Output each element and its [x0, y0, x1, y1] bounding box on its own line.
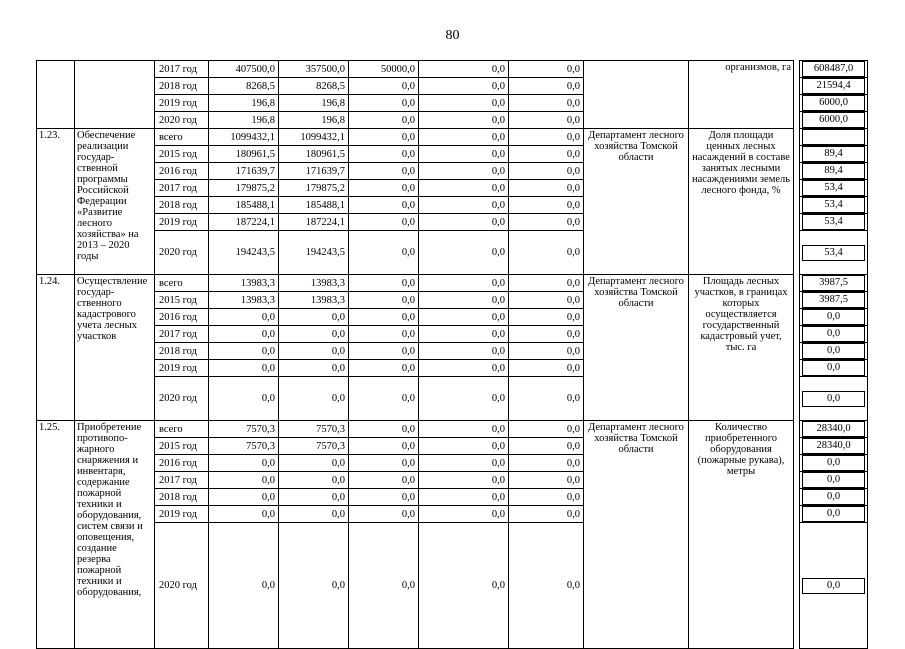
- total-cell: 0,0: [209, 489, 279, 506]
- value-cell: 0,0: [419, 506, 509, 523]
- indicator-value: 53,4: [802, 180, 865, 196]
- total-cell: 0,0: [209, 360, 279, 377]
- value-cell: 0,0: [279, 523, 349, 649]
- indicator-text: организмов, га: [689, 61, 794, 129]
- section-name: Обеспечение реализации государ-ственной программы Российской Федерации «Развитие лесного хозяйства» на 2013 – 2020 годы: [75, 129, 155, 275]
- value-cell: 0,0: [509, 95, 584, 112]
- year-cell: 2015 год: [155, 438, 209, 455]
- value-cell: 0,0: [419, 95, 509, 112]
- indicator-value-cell: [800, 455, 868, 472]
- year-cell: 2015 год: [155, 146, 209, 163]
- value-cell: 0,0: [279, 506, 349, 523]
- executor-cell: Департамент лесного хозяйства Томской области: [584, 421, 689, 649]
- indicator-value: 0,0: [802, 391, 865, 407]
- total-cell: 0,0: [209, 343, 279, 360]
- value-cell: 0,0: [509, 326, 584, 343]
- indicator-value: 89,4: [802, 163, 865, 179]
- value-cell: 196,8: [279, 95, 349, 112]
- value-cell: 0,0: [279, 360, 349, 377]
- value-cell: 0,0: [509, 472, 584, 489]
- value-cell: 0,0: [419, 472, 509, 489]
- value-cell: 0,0: [419, 129, 509, 146]
- total-cell: 13983,3: [209, 275, 279, 292]
- indicator-value: 608487,0: [802, 61, 865, 77]
- value-cell: 0,0: [279, 343, 349, 360]
- indicator-cell: Площадь лесных участков, в границах которых осуществляется государственный кадастровый учет, тыс. га: [689, 275, 794, 421]
- value-cell: 0,0: [419, 163, 509, 180]
- value-cell: 0,0: [509, 146, 584, 163]
- value-cell: 0,0: [509, 112, 584, 129]
- value-cell: 0,0: [509, 78, 584, 95]
- indicator-value-cell: [800, 231, 868, 275]
- indicator-value: 0,0: [802, 343, 865, 359]
- value-cell: 0,0: [349, 292, 419, 309]
- value-cell: 0,0: [349, 129, 419, 146]
- value-cell: 0,0: [349, 377, 419, 421]
- value-cell: 0,0: [349, 214, 419, 231]
- value-cell: 0,0: [509, 231, 584, 275]
- year-cell: 2020 год: [155, 523, 209, 649]
- value-cell: 0,0: [419, 146, 509, 163]
- value-cell: 0,0: [419, 275, 509, 292]
- value-cell: 0,0: [349, 197, 419, 214]
- year-cell: 2020 год: [155, 377, 209, 421]
- value-cell: 0,0: [419, 197, 509, 214]
- year-cell: 2020 год: [155, 231, 209, 275]
- indicator-value: 0,0: [802, 326, 865, 342]
- value-cell: 13983,3: [279, 292, 349, 309]
- value-cell: 0,0: [419, 214, 509, 231]
- indicator-value-cell: [800, 360, 868, 377]
- value-cell: 0,0: [509, 292, 584, 309]
- value-cell: 194243,5: [279, 231, 349, 275]
- value-cell: 0,0: [349, 421, 419, 438]
- indicator-value-cell: [800, 61, 868, 78]
- indicator-value-cell: [800, 275, 868, 292]
- value-cell: 0,0: [509, 360, 584, 377]
- value-cell: 0,0: [509, 129, 584, 146]
- value-cell: 179875,2: [279, 180, 349, 197]
- value-cell: 0,0: [349, 163, 419, 180]
- value-cell: 0,0: [419, 343, 509, 360]
- value-cell: 0,0: [419, 489, 509, 506]
- indicator-value-cell: [800, 472, 868, 489]
- value-cell: 13983,3: [279, 275, 349, 292]
- value-cell: 0,0: [419, 61, 509, 78]
- indicator-value: 0,0: [802, 506, 865, 522]
- year-cell: 2016 год: [155, 163, 209, 180]
- year-cell: 2018 год: [155, 197, 209, 214]
- year-cell: 2019 год: [155, 506, 209, 523]
- value-cell: 0,0: [279, 455, 349, 472]
- year-cell: 2017 год: [155, 61, 209, 78]
- indicator-value: 28340,0: [802, 438, 865, 454]
- value-cell: 0,0: [509, 489, 584, 506]
- table-row: [37, 129, 868, 146]
- value-cell: 0,0: [349, 360, 419, 377]
- indicator-value-cell: [800, 438, 868, 455]
- indicator-value-cell: [800, 309, 868, 326]
- indicator-value: 21594,4: [802, 78, 865, 94]
- value-cell: 0,0: [509, 180, 584, 197]
- total-cell: 1099432,1: [209, 129, 279, 146]
- total-cell: 180961,5: [209, 146, 279, 163]
- indicator-value: 6000,0: [802, 112, 865, 128]
- table-row: [37, 421, 868, 438]
- year-cell: 2017 год: [155, 180, 209, 197]
- value-cell: 50000,0: [349, 61, 419, 78]
- total-cell: 185488,1: [209, 197, 279, 214]
- value-cell: 0,0: [509, 343, 584, 360]
- total-cell: 7570,3: [209, 421, 279, 438]
- value-cell: 0,0: [349, 275, 419, 292]
- value-cell: 0,0: [279, 309, 349, 326]
- indicator-value-cell: [800, 489, 868, 506]
- year-cell: 2015 год: [155, 292, 209, 309]
- executor-cell: Департамент лесного хозяйства Томской области: [584, 275, 689, 421]
- indicator-value-cell: [800, 292, 868, 309]
- indicator-value: 28340,0: [802, 421, 865, 437]
- section-number: [37, 61, 75, 129]
- value-cell: 180961,5: [279, 146, 349, 163]
- value-cell: 0,0: [419, 309, 509, 326]
- value-cell: 0,0: [419, 292, 509, 309]
- value-cell: 0,0: [349, 343, 419, 360]
- value-cell: 0,0: [349, 146, 419, 163]
- year-cell: 2017 год: [155, 326, 209, 343]
- value-cell: 0,0: [509, 506, 584, 523]
- value-cell: 0,0: [419, 455, 509, 472]
- section-name: [75, 61, 155, 129]
- section-number: 1.24.: [37, 275, 75, 421]
- value-cell: 7570,3: [279, 438, 349, 455]
- value-cell: 0,0: [419, 438, 509, 455]
- value-cell: 0,0: [349, 489, 419, 506]
- total-cell: 196,8: [209, 112, 279, 129]
- indicator-value-cell: [800, 343, 868, 360]
- value-cell: 0,0: [509, 455, 584, 472]
- indicator-value-cell: [800, 326, 868, 343]
- indicator-value-cell: [800, 112, 868, 129]
- indicator-value-cell: [800, 506, 868, 523]
- value-cell: 0,0: [419, 231, 509, 275]
- total-cell: 13983,3: [209, 292, 279, 309]
- indicator-value: 0,0: [802, 489, 865, 505]
- indicator-cell: Доля площади ценных лесных насаждений в составе занятых лесными насаждениями земель лесного фонда, %: [689, 129, 794, 275]
- year-cell: 2018 год: [155, 343, 209, 360]
- indicator-value: 0,0: [802, 309, 865, 325]
- page-number: 80: [445, 28, 460, 43]
- total-cell: 194243,5: [209, 231, 279, 275]
- value-cell: 0,0: [419, 421, 509, 438]
- executor-cell: Департамент лесного хозяйства Томской области: [584, 129, 689, 275]
- total-cell: 8268,5: [209, 78, 279, 95]
- value-cell: 0,0: [509, 377, 584, 421]
- value-cell: 0,0: [349, 455, 419, 472]
- total-cell: 179875,2: [209, 180, 279, 197]
- year-cell: 2020 год: [155, 112, 209, 129]
- value-cell: 0,0: [279, 377, 349, 421]
- year-cell: 2016 год: [155, 455, 209, 472]
- indicator-value: 53,4: [802, 245, 865, 261]
- value-cell: 7570,3: [279, 421, 349, 438]
- indicator-value: 3987,5: [802, 275, 865, 291]
- value-cell: 0,0: [509, 61, 584, 78]
- indicator-value-cell: [800, 146, 868, 163]
- total-cell: 196,8: [209, 95, 279, 112]
- indicator-value-cell: [800, 129, 868, 146]
- value-cell: 0,0: [349, 523, 419, 649]
- total-cell: 407500,0: [209, 61, 279, 78]
- value-cell: 8268,5: [279, 78, 349, 95]
- year-cell: всего: [155, 129, 209, 146]
- indicator-value: 0,0: [802, 578, 865, 594]
- indicator-cell: Количество приобретенного оборудования (пожарные рукава), метры: [689, 421, 794, 649]
- value-cell: 0,0: [349, 78, 419, 95]
- section-name: Приобретение противопо-жарного снаряжения и инвентаря, содержание пожарной техники и оборудования, систем связи и оповещения, создание резерва пожарной техники и оборудования,: [75, 421, 155, 649]
- value-cell: 0,0: [419, 360, 509, 377]
- indicator-value: 6000,0: [802, 95, 865, 111]
- indicator-value: 53,4: [802, 197, 865, 213]
- indicator-value: 89,4: [802, 146, 865, 162]
- total-cell: 7570,3: [209, 438, 279, 455]
- year-cell: 2019 год: [155, 95, 209, 112]
- value-cell: 0,0: [509, 275, 584, 292]
- value-cell: 0,0: [419, 523, 509, 649]
- indicator-value-cell: [800, 78, 868, 95]
- value-cell: 0,0: [349, 180, 419, 197]
- value-cell: 0,0: [419, 377, 509, 421]
- value-cell: 0,0: [509, 438, 584, 455]
- year-cell: 2019 год: [155, 360, 209, 377]
- indicator-value-cell: [800, 95, 868, 112]
- value-cell: 0,0: [419, 112, 509, 129]
- total-cell: 0,0: [209, 309, 279, 326]
- indicator-value-cell: [800, 377, 868, 421]
- value-cell: 0,0: [419, 78, 509, 95]
- value-cell: 171639,7: [279, 163, 349, 180]
- indicator-value: 0,0: [802, 472, 865, 488]
- value-cell: 0,0: [509, 214, 584, 231]
- total-cell: 187224,1: [209, 214, 279, 231]
- total-cell: 0,0: [209, 326, 279, 343]
- value-cell: 0,0: [349, 309, 419, 326]
- indicator-value: 0,0: [802, 455, 865, 471]
- value-cell: 0,0: [279, 326, 349, 343]
- indicator-value: [802, 129, 865, 145]
- indicator-value: 0,0: [802, 360, 865, 376]
- value-cell: 0,0: [349, 472, 419, 489]
- indicator-value: 53,4: [802, 214, 865, 230]
- total-cell: 0,0: [209, 506, 279, 523]
- total-cell: 0,0: [209, 523, 279, 649]
- year-cell: всего: [155, 275, 209, 292]
- total-cell: 0,0: [209, 377, 279, 421]
- value-cell: 0,0: [419, 326, 509, 343]
- year-cell: 2017 год: [155, 472, 209, 489]
- value-cell: 0,0: [349, 112, 419, 129]
- indicator-value-cell: [800, 163, 868, 180]
- year-cell: 2018 год: [155, 489, 209, 506]
- executor-cell: [584, 61, 689, 129]
- value-cell: 0,0: [279, 489, 349, 506]
- value-cell: 0,0: [279, 472, 349, 489]
- value-cell: 1099432,1: [279, 129, 349, 146]
- total-cell: 171639,7: [209, 163, 279, 180]
- value-cell: 0,0: [509, 421, 584, 438]
- value-cell: 0,0: [349, 438, 419, 455]
- indicator-value-cell: [800, 214, 868, 231]
- year-cell: 2018 год: [155, 78, 209, 95]
- value-cell: 187224,1: [279, 214, 349, 231]
- value-cell: 0,0: [349, 326, 419, 343]
- program-table: [36, 60, 868, 649]
- indicator-value: 3987,5: [802, 292, 865, 308]
- value-cell: 0,0: [509, 523, 584, 649]
- section-number: 1.25.: [37, 421, 75, 649]
- value-cell: 0,0: [349, 231, 419, 275]
- year-cell: всего: [155, 421, 209, 438]
- value-cell: 0,0: [509, 197, 584, 214]
- total-cell: 0,0: [209, 472, 279, 489]
- value-cell: 357500,0: [279, 61, 349, 78]
- value-cell: 0,0: [349, 506, 419, 523]
- value-cell: 0,0: [509, 163, 584, 180]
- value-cell: 0,0: [349, 95, 419, 112]
- year-cell: 2019 год: [155, 214, 209, 231]
- table-row: [37, 61, 868, 78]
- section-name: Осуществление государ-ственного кадастрового учета лесных участков: [75, 275, 155, 421]
- value-cell: 196,8: [279, 112, 349, 129]
- indicator-value-cell: [800, 197, 868, 214]
- value-cell: 0,0: [509, 309, 584, 326]
- section-number: 1.23.: [37, 129, 75, 275]
- total-cell: 0,0: [209, 455, 279, 472]
- indicator-value-cell: [800, 421, 868, 438]
- year-cell: 2016 год: [155, 309, 209, 326]
- value-cell: 185488,1: [279, 197, 349, 214]
- indicator-value-cell: [800, 180, 868, 197]
- value-cell: 0,0: [419, 180, 509, 197]
- indicator-value-cell: [800, 523, 868, 649]
- table-row: [37, 275, 868, 292]
